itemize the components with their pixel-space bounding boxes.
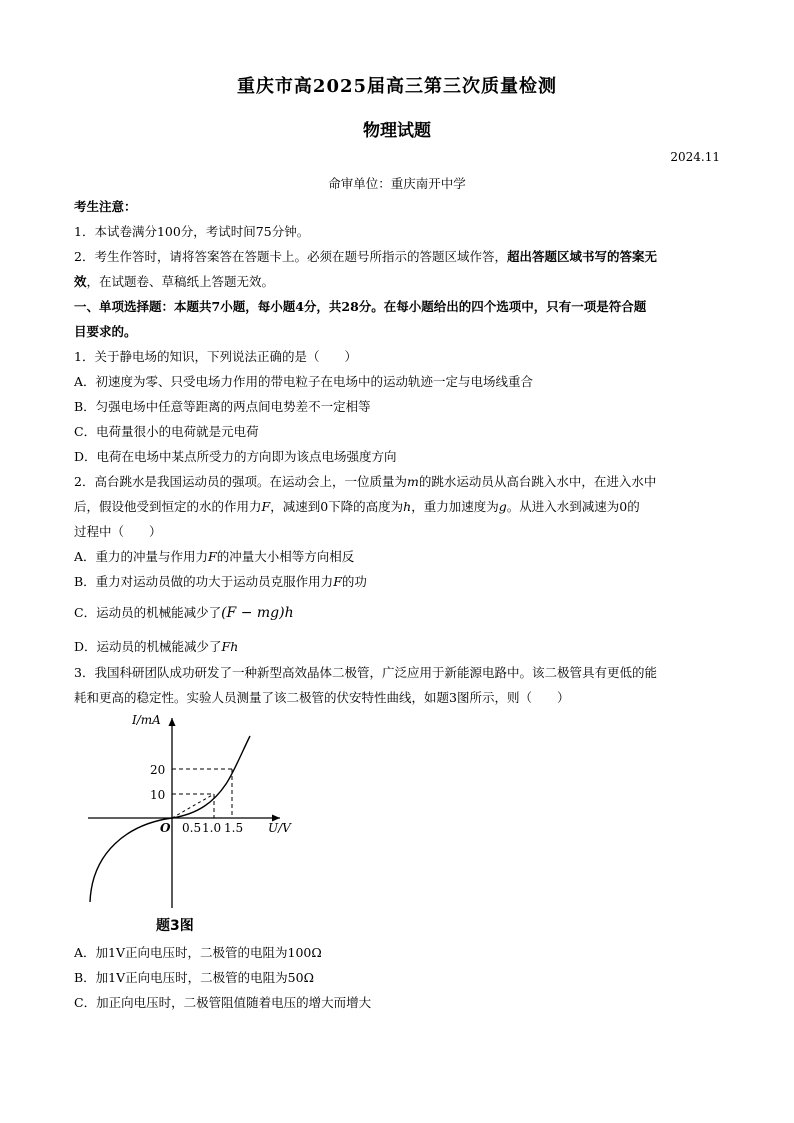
page-title: 重庆市高2025届高三第三次质量检测 — [236, 76, 558, 97]
iv-curve-figure — [88, 712, 308, 937]
figure-caption: 题3图 — [156, 918, 194, 934]
q2-var-h: h — [403, 499, 412, 514]
notice-item-2-part-c: 效 — [74, 274, 87, 289]
q2-var-f: F — [333, 574, 342, 589]
q2-option-a-text: A．重力的冲量与作用力 — [74, 549, 209, 564]
q3-stem-line-2: 耗和更高的稳定性。实验人员测量了该二极管的伏安特性曲线，如题3图所示，则（ ） — [74, 690, 570, 705]
notice-item-2 — [74, 244, 724, 269]
x-tick-1-0: 1.0 — [202, 821, 222, 835]
q2-stem-line-3: 过程中（ ） — [74, 524, 162, 539]
y-tick-10: 10 — [150, 788, 166, 802]
q2-option-b — [74, 569, 724, 594]
q2-option-c — [74, 600, 724, 626]
q3-stem-line-1: 3．我国科研团队成功研发了一种新型高效晶体二极管，广泛应用于新能源电路中。该二极管具有更低的能 — [74, 665, 657, 680]
q2-var-f: F — [261, 499, 271, 514]
q2-option-a-text: 的冲量大小相等方向相反 — [216, 549, 355, 564]
iv-curve — [90, 736, 250, 902]
q1-option-b: B．匀强电场中任意等距离的两点间电势差不一定相等 — [74, 399, 371, 414]
q2-text: 。从进入水到减速为0的 — [506, 499, 640, 514]
notice-item-2-part-a: 2．考生作答时，请将答案答在答题卡上。必须在题号所指示的答题区域作答， — [74, 249, 507, 264]
notice-item-2-part-d: ，在试题卷、草稿纸上答题无效。 — [86, 274, 275, 289]
origin-label: O — [160, 821, 171, 835]
y-axis-label: I/mA — [132, 713, 161, 727]
exam-date: 2024.11 — [670, 150, 720, 164]
q3-option-a: A．加1V正向电压时，二极管的电阻为100Ω — [74, 945, 322, 960]
q2-option-c-expression: (F − mg)h — [221, 605, 294, 621]
q3-option-c: C．加正向电压时，二极管阻值随着电压的增大而增大 — [74, 995, 372, 1010]
y-tick-20: 20 — [150, 763, 166, 777]
secant-line — [172, 794, 214, 818]
notice-item-2-cont — [74, 269, 724, 294]
q1-stem: 1．关于静电场的知识，下列说法正确的是（ ） — [74, 349, 357, 364]
q1-option-c: C．电荷量很小的电荷就是元电荷 — [74, 424, 259, 439]
x-axis-label: U/V — [268, 821, 291, 835]
q2-option-d — [74, 634, 724, 659]
q2-option-b-text: 的功 — [341, 574, 367, 589]
q2-text: 2．高台跳水是我国运动员的强项。在运动会上，一位质量为 — [74, 474, 407, 489]
compiling-unit: 命审单位：重庆南开中学 — [328, 176, 466, 191]
q2-var-m: m — [406, 474, 419, 489]
q2-stem-line-1 — [74, 469, 724, 494]
q2-option-d-expression: Fh — [221, 639, 239, 654]
section-1-heading: 一、单项选择题：本题共7小题，每小题4分，共28分。在每小题给出的四个选项中，只有一项是符合题 — [74, 299, 647, 314]
q2-var-g: g — [498, 499, 507, 514]
subject-title: 物理试题 — [363, 121, 431, 141]
q2-option-d-text: D．运动员的机械能减少了 — [74, 639, 222, 654]
notice-heading: 考生注意： — [74, 199, 137, 214]
q2-option-a — [74, 544, 724, 569]
x-tick-1-5: 1.5 — [224, 821, 244, 835]
q2-text: 后，假设他受到恒定的水的作用力 — [74, 499, 262, 514]
q2-stem-line-2 — [74, 494, 724, 519]
q1-option-a: A．初速度为零、只受电场力作用的带电粒子在电场中的运动轨迹一定与电场线重合 — [74, 374, 534, 389]
q2-option-b-text: B．重力对运动员做的功大于运动员克服作用力 — [74, 574, 334, 589]
x-tick-0-5: 0.5 — [182, 821, 202, 835]
q2-var-f: F — [208, 549, 217, 564]
q2-text: ，减速到0下降的高度为 — [270, 499, 404, 514]
iv-curve-svg — [88, 712, 308, 937]
section-1-heading-cont: 目要求的。 — [74, 324, 137, 339]
q1-option-d: D．电荷在电场中某点所受力的方向即为该点电场强度方向 — [74, 449, 397, 464]
q2-option-c-text: C．运动员的机械能减少了 — [74, 605, 222, 620]
q3-option-b: B．加1V正向电压时，二极管的电阻为50Ω — [74, 970, 314, 985]
notice-item-2-part-b: 超出答题区域书写的答案无 — [506, 249, 657, 264]
q2-text: ，重力加速度为 — [411, 499, 499, 514]
q2-text: 的跳水运动员从高台跳入水中，在进入水中 — [418, 474, 657, 489]
notice-item-1: 1．本试卷满分100分，考试时间75分钟。 — [74, 224, 310, 239]
